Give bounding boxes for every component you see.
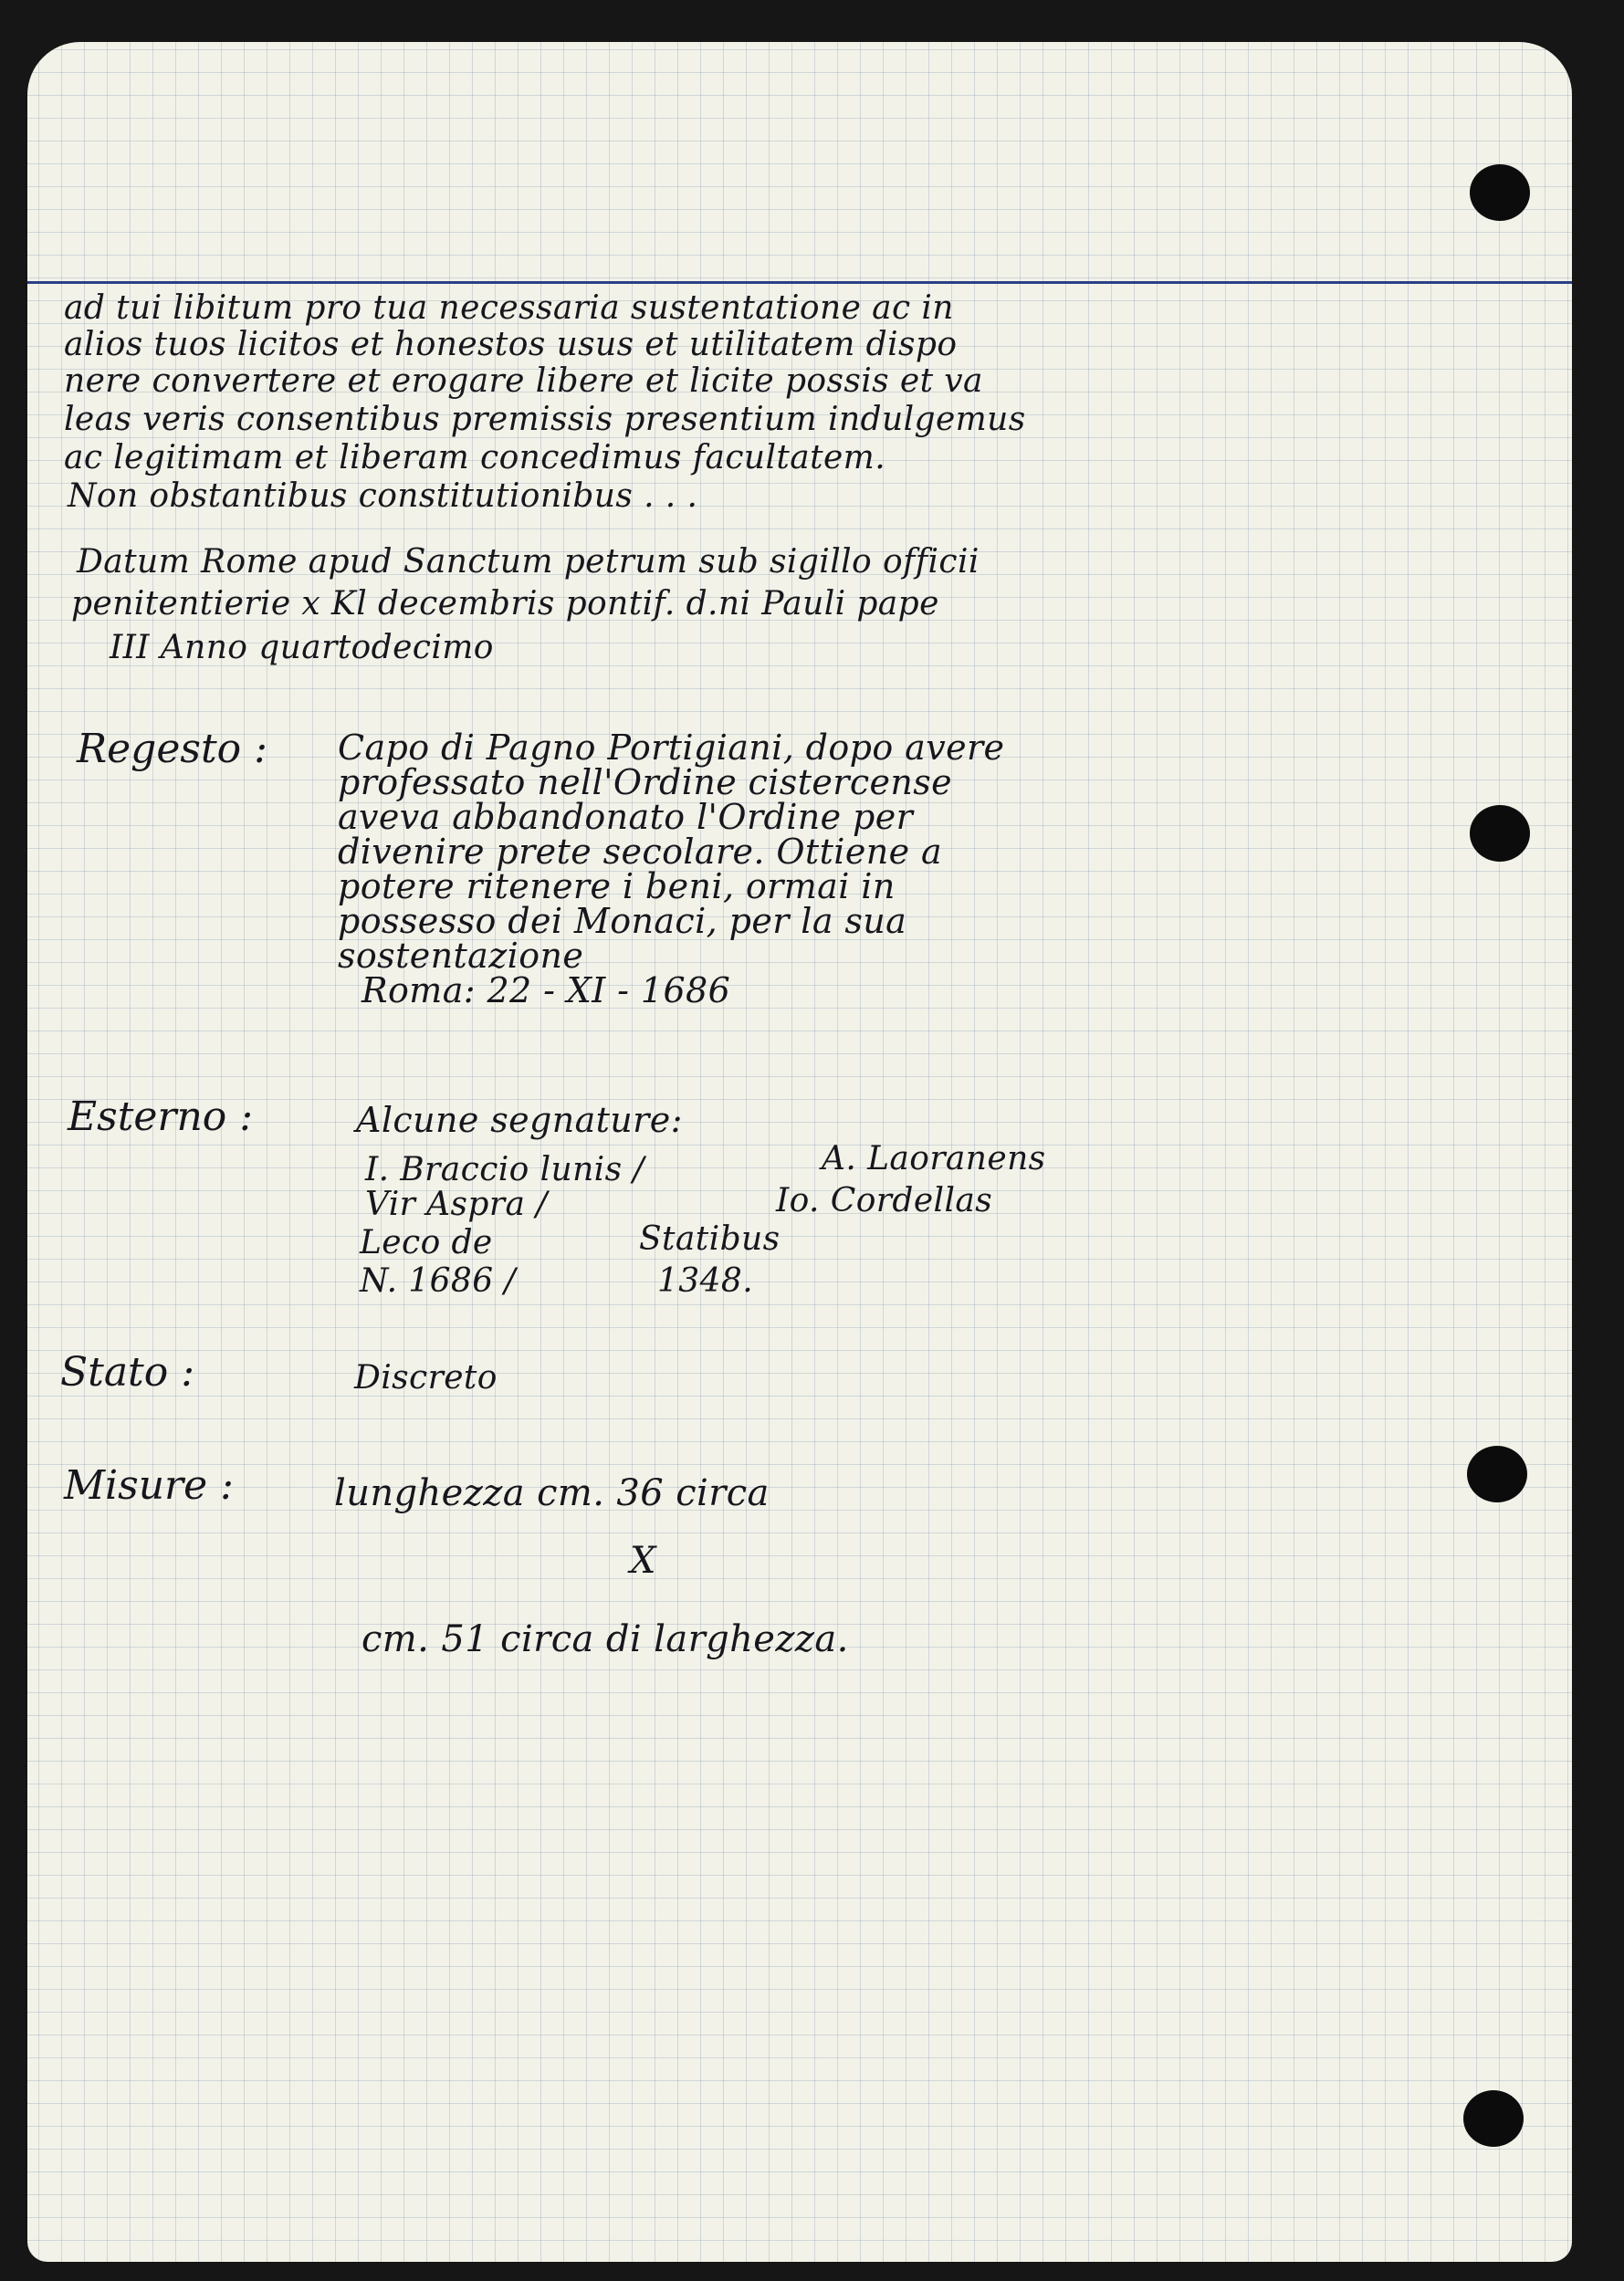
punch-hole-4: [1463, 2090, 1524, 2147]
signature-left: Vir Aspra /: [365, 1186, 548, 1223]
misure-length: lunghezza cm. 36 circa: [334, 1472, 770, 1514]
punch-hole-1: [1470, 164, 1530, 221]
regesto-line: aveva abbandonato l'Ordine per: [338, 797, 914, 837]
regesto-line: Capo di Pagno Portigiani, dopo avere: [338, 727, 1005, 768]
esterno-heading: Alcune segnature:: [356, 1100, 683, 1140]
signature-left: I. Braccio lunis /: [365, 1151, 644, 1188]
misure-times: X: [630, 1540, 656, 1582]
esterno-label: Esterno :: [68, 1093, 254, 1140]
signature-right: A. Laoranens: [822, 1140, 1046, 1177]
header-rule: [27, 281, 1572, 284]
misure-width: cm. 51 circa di larghezza.: [361, 1618, 849, 1660]
latin-line: ac legitimam et liberam concedimus facultatem.: [64, 439, 886, 476]
regesto-line: possesso dei Monaci, per la sua: [338, 901, 907, 941]
regesto-date: Roma: 22 - XI - 1686: [361, 970, 731, 1010]
latin-line: leas veris consentibus premissis presentium indulgemus: [64, 401, 1026, 438]
datum-line: penitentierie x Kl decembris pontif. d.ni Pauli pape: [71, 585, 939, 623]
latin-line: ad tui libitum pro tua necessaria sustentatione ac in: [64, 289, 954, 327]
regesto-line: potere ritenere i beni, ormai in: [338, 866, 896, 906]
misure-label: Misure :: [64, 1462, 234, 1509]
latin-line: nere convertere et erogare libere et licite possis et va: [64, 362, 983, 400]
regesto-text: [338, 727, 1005, 1010]
latin-line: Non obstantibus constitutionibus . . .: [68, 477, 698, 515]
stato-label: Stato :: [60, 1349, 195, 1396]
punch-hole-3: [1467, 1446, 1527, 1502]
signature-right: Io. Cordellas: [776, 1182, 993, 1219]
regesto-line: divenire prete secolare. Ottiene a: [338, 832, 943, 872]
signature-right: Statibus: [639, 1220, 781, 1258]
signature-left: N. 1686 /: [360, 1262, 516, 1300]
signature-right: 1348.: [657, 1262, 754, 1300]
datum-line: Datum Rome apud Sanctum petrum sub sigillo officii: [77, 543, 980, 581]
stato-value: Discreto: [354, 1359, 498, 1397]
latin-line: alios tuos licitos et honestos usus et utilitatem dispo: [64, 326, 958, 363]
punch-hole-2: [1470, 805, 1530, 862]
regesto-line: professato nell'Ordine cistercense: [338, 762, 953, 802]
regesto-label: Regesto :: [77, 726, 267, 772]
signature-left: Leco de: [360, 1224, 493, 1261]
regesto-line: sostentazione: [338, 936, 584, 976]
datum-line: III Anno quartodecimo: [110, 629, 494, 666]
esterno-text: [356, 1100, 683, 1140]
